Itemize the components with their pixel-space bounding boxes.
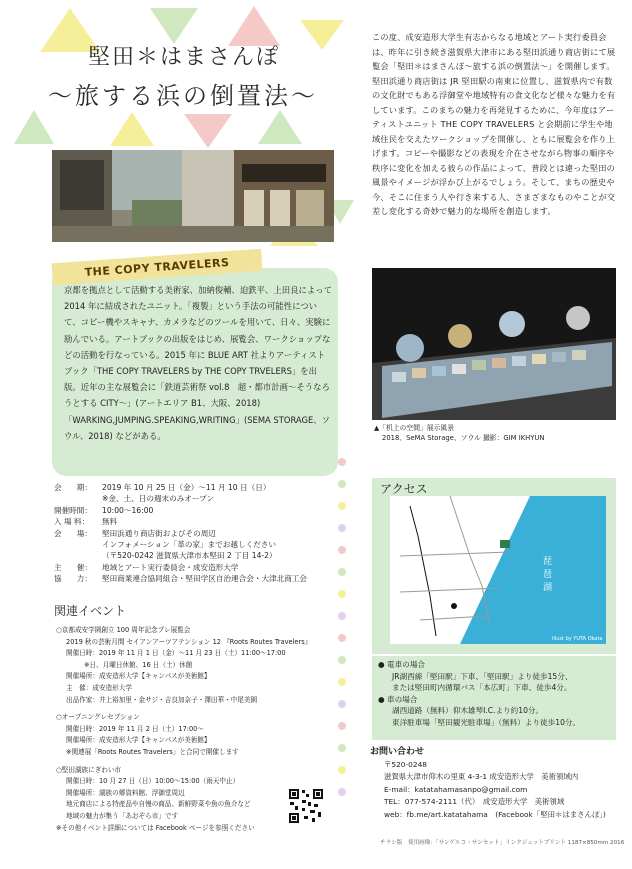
intro-text: この度、成安造形大学生有志からなる地域とアート実行委員会は、昨年に引き続き滋賀県大津市にある堅田浜通り商店街にて展覧会「堅田＊はまさんぽ〜旅する浜の倒置法〜」を開催します。堅田浜通り商店街は JR 堅田駅の南東に位置し、滋賀県内で有数の文化財でもある浮御堂や地域特有の食文化など様々な魅力を有しています。このまちの魅力を再発見するために、今年度はアーティストユニット THE COPY TRAVELERS と会期前に学生や地域住民を交えたワークショップを開催し、ともに展覧会を作り上げます。コピーや撮影などの表現を介在させながら物事の順序や秩序に変化を加える彼らの作品によって、普段とは違った堅田の風景やイメージが浮かび上がるでしょう。そして、まちの歴史や今、そこに住まう人や行き来する人、さまざまなものやことが交差し変化する奇妙で魅力的な場所を創造します。 (372, 32, 616, 216)
decor-dot (338, 590, 346, 598)
info-row: 協 力： 堅田商業連合協同組合・堅田学区自治連合会・大津北商工会 (54, 574, 308, 584)
access-map (390, 496, 606, 644)
contact-heading: お問い合わせ (370, 747, 425, 757)
info-row: 開催時間： 10:00〜16:00 (54, 505, 154, 515)
contact-line: 滋賀県大津市仰木の里東 4-3-1 成安造形大学 美術領域内 (384, 772, 579, 782)
event-line: 2019 秋の芸術月間 セイアンアーツアテンション 12 『Roots Routes Travelers』 (66, 637, 312, 646)
exhibition-photo (372, 268, 616, 420)
photo-caption-line1: ▲「机上の空間」展示風景 (374, 424, 454, 432)
info-row: 入 場 料： 無料 (54, 517, 118, 527)
decor-dot (338, 502, 346, 510)
transit-line: 湖西道路（無料）仰木雄琴I.C.より約10分。 (392, 706, 544, 716)
decor-dot (338, 458, 346, 466)
event-line: ○堅田湖族にぎわい市 (56, 765, 122, 774)
contact-block (370, 746, 620, 822)
decor-triangle (258, 110, 302, 144)
image-credit: チラシ版 使用画像：「サンゲルコ・サンセット」インクジェットプリント 1187×850mm 2016 (380, 840, 625, 846)
event-line: 地域の魅力が集う「あおぞら市」です (66, 811, 179, 820)
decor-dot (338, 480, 346, 488)
info-row: 会 期： 2019 年 10 月 25 日（金）〜11 月 10 日（日） (54, 483, 271, 492)
decor-triangle (184, 114, 232, 148)
info-row: インフォメーション「革の家」までお越しください (102, 540, 276, 550)
contact-line: 〒520-0248 (384, 759, 427, 769)
decor-triangle (150, 8, 198, 44)
decor-dot (338, 546, 346, 554)
transit-line: JR湖西線「堅田駅」下車、「堅田駅」より徒歩15分、 (392, 671, 573, 681)
map-credit: Illust by YUTA Okata (552, 636, 603, 642)
event-line: ※関連展「Roots Routes Travelers」と合同で開催します (66, 747, 239, 756)
lake-label: 琵琶湖 (541, 556, 551, 595)
transit-line: または堅田町内循環バス「本広町」下車、徒歩4分。 (392, 683, 572, 693)
event-line: 開催日時：10 月 27 日（日）10:00〜15:00（雨天中止） (66, 777, 240, 786)
event-line: 開催場所：成安造形大学【キャンパスが美術館】 (66, 736, 211, 745)
title-line2: 〜旅する浜の倒置法〜 (48, 82, 318, 110)
event-line: ※日、月曜日休館、16 日（土）休館 (84, 660, 193, 669)
info-row: 主 催： 地域とアート実行委員会・成安造形大学 (54, 562, 239, 572)
decor-triangle (110, 112, 154, 146)
event-info (54, 482, 354, 585)
event-line: 開催日時：2019 年 11 月 2 日（土）17:00〜 (66, 724, 204, 733)
ctv-text: 京都を拠点として活動する美術家、加納俊輔、迫鉄平、上田良によって 2014 年に結成されたユニット。「複製」という手法の可能性について、コピー機やスキャナ、カメラなどのツールを用いて、日々、実験に励んでいる。アートブックの出版をはじめ、展覧会、ワークショップなどの活動を行なっている。2015 年に BLUE ART 社よりアーティストブック「THE COPY TRAVELERS by THE COPY TRVELERS」を出版。近年の主な展覧会に「鉄道芸術祭 vol.8 超・都市計画〜そうなろうとする CITY〜」(アートエリア B1、大阪、2018)「WARKING,JUMPING.SPEAKING,WRITING」(SEMA STORAGE、ソウル、2018) などがある。 (64, 285, 332, 441)
decor-triangle (14, 110, 54, 144)
decor-dot (338, 612, 346, 620)
access-heading: アクセス (380, 482, 428, 496)
events-heading: 関連イベント (54, 604, 127, 618)
event-line: 地元商店による特産品や自慢の商品、新鮮野菜や魚の魚介など (66, 800, 251, 809)
ctv-label: THE COPY TRAVELERS (51, 249, 262, 286)
info-row: ※金、土、日の週末のみオープン (102, 494, 214, 504)
info-row: （〒520-0242 滋賀県大津市本堅田 2 丁目 14-2） (102, 551, 277, 561)
event-line: ○オープニングレセプション (56, 713, 140, 722)
street-photo (52, 150, 334, 242)
contact-tel: TEL：077-574-2111（代） 成安造形大学 美術領域 (384, 797, 565, 807)
decor-dot (338, 568, 346, 576)
transit-line: 東洋駐車場「堅田観光駐車場」（無料）より徒歩10分。 (392, 717, 581, 727)
info-row: 会 場： 堅田浜通り商店街およびその周辺 (54, 528, 216, 538)
event-line: 出品作家：井上裕加里・金サジ・吉良加奈子・澤田華・中尾美園 (66, 695, 258, 704)
event-line: 開催場所：成安造形大学【キャンパスが美術館】 (66, 672, 211, 681)
title-line1: 堅田＊はまさんぽ (88, 45, 281, 70)
photo-caption-line2: 2018、SeMA Storage、ソウル 撮影：GIM IKHYUN (382, 434, 545, 442)
event-line: ※その他イベント詳細については Facebook ページを参照ください (56, 823, 255, 832)
event-line: 主 催：成安造形大学 (66, 683, 132, 692)
transit-line: ● 電車の場合 (378, 660, 426, 669)
decor-dot (338, 524, 346, 532)
event-line: 開催場所：湖族の郷資料館、浮御堂周辺 (66, 788, 185, 797)
event-line: ○京都成安学園創立 100 周年記念プレ展覧会 (56, 626, 191, 634)
transit-info (378, 659, 616, 729)
contact-email[interactable]: E-mail：katatahamasanpo@gmail.com (384, 784, 528, 794)
event-line: 開催日時：2019 年 11 月 1 日（金）〜11 月 23 日（土）11:00〜17:00 (66, 649, 286, 658)
decor-triangle (300, 20, 344, 50)
qr-code (288, 788, 324, 824)
transit-line: ● 車の場合 (378, 694, 418, 704)
contact-web[interactable]: web：fb.me/art.katatahama (Facebook「堅田＊はまさんぽ」) (384, 809, 606, 819)
